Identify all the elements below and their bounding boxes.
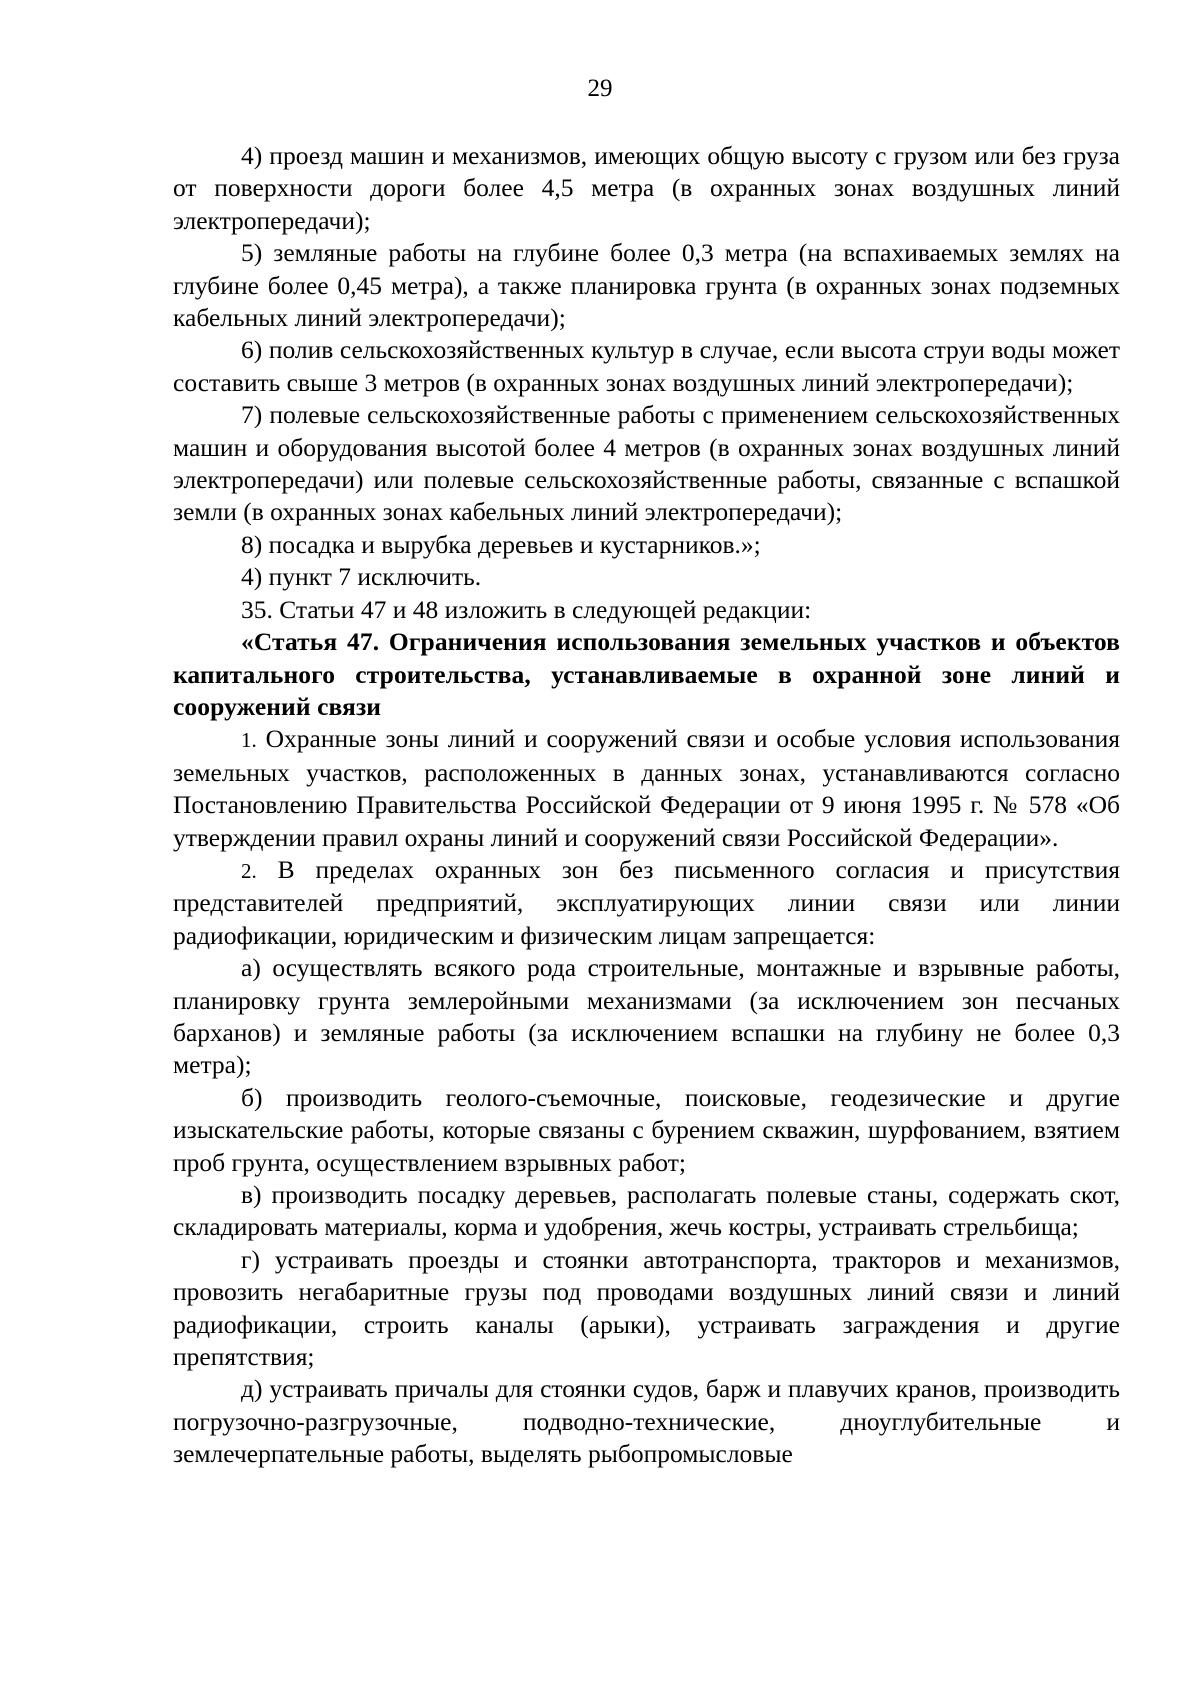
- article-47-heading: «Статья 47. Ограничения использования земельных участков и объектов капитального строительства, устанавливаемые в охранной зоне линий и сооружений связи: [173, 627, 1120, 721]
- paragraph-item-6: 6) полив сельскохозяйственных культур в случае, если высота струи воды может составить свыше 3 метров (в охранных зонах воздушных линий электропередачи);: [173, 335, 1120, 397]
- subitem-b: б) производить геолого-съемочные, поисковые, геодезические и другие изыскательские работы, которые связаны с бурением скважин, шурфованием, взятием проб грунта, осуществлением взрывных работ;: [173, 1082, 1120, 1177]
- subitem-v: в) производить посадку деревьев, располагать полевые станы, содержать скот, складировать материалы, корма и удобрения, жечь костры, устраивать стрельбища;: [173, 1180, 1120, 1242]
- article-item-1: [173, 723, 1120, 854]
- paragraph-exclude-point: 4) пункт 7 исключить.: [241, 562, 482, 592]
- article-item-2: [173, 854, 1120, 952]
- paragraph-item-7: 7) полевые сельскохозяйственные работы с применением сельскохозяйственных машин и оборудования высотой более 4 метров (в охранных зонах воздушных линий электропередачи) или полевые сельскохозяйственные работы, связанные с вспашкой земли (в охранных зонах кабельных линий электропередачи);: [173, 400, 1120, 527]
- article-item-2-number: 2.: [241, 858, 257, 883]
- article-item-2-text: В пределах охранных зон без письменного согласия и присутствия представителей предприятий, эксплуатирующих линии связи или линии радиофикации, юридическим и физическим лицам запрещается:: [173, 854, 1121, 950]
- paragraph-item-8: 8) посадка и вырубка деревьев и кустарников.»;: [241, 529, 761, 559]
- document-body: [173, 140, 1120, 1471]
- article-item-1-number: 1.: [241, 728, 257, 753]
- paragraph-item-4: 4) проезд машин и механизмов, имеющих общую высоту с грузом или без груза от поверхности дороги более 4,5 метра (в охранных зонах воздушных линий электропередачи);: [173, 141, 1120, 235]
- subitem-a: а) осуществлять всякого рода строительные, монтажные и взрывные работы, планировку грунта землеройными механизмами (за исключением зон песчаных барханов) и земляные работы (за исключением вспашки на глубину не более 0,3 метра);: [173, 953, 1120, 1080]
- paragraph-item-5: 5) земляные работы на глубине более 0,3 метра (на вспахиваемых землях на глубине более 0,45 метра), а также планировка грунта (в охранных зонах подземных кабельных линий электропередачи);: [173, 238, 1120, 333]
- subitem-d: д) устраивать причалы для стоянки судов, барж и плавучих кранов, производить погрузочно-разгрузочные, подводно-технические, дноуглубительные и землечерпательные работы, выделять рыбопромысловые: [173, 1374, 1120, 1469]
- article-item-1-text: Охранные зоны линий и сооружений связи и особые условия использования земельных участков, расположенных в данных зонах, устанавливаются согласно Постановлению Правительства Российской Федерации от 9 июня 1995 г. № 578 «Об утверждении правил охраны линий и сооружений связи Российской Федерации».: [173, 724, 1121, 852]
- subitem-g: г) устраивать проезды и стоянки автотранспорта, тракторов и механизмов, провозить негабаритные грузы под проводами воздушных линий связи и линий радиофикации, строить каналы (арыки), устраивать заграждения и другие препятствия;: [173, 1244, 1120, 1372]
- paragraph-articles-35: 35. Статьи 47 и 48 изложить в следующей редакции:: [241, 594, 812, 624]
- page-number: 29: [587, 75, 613, 102]
